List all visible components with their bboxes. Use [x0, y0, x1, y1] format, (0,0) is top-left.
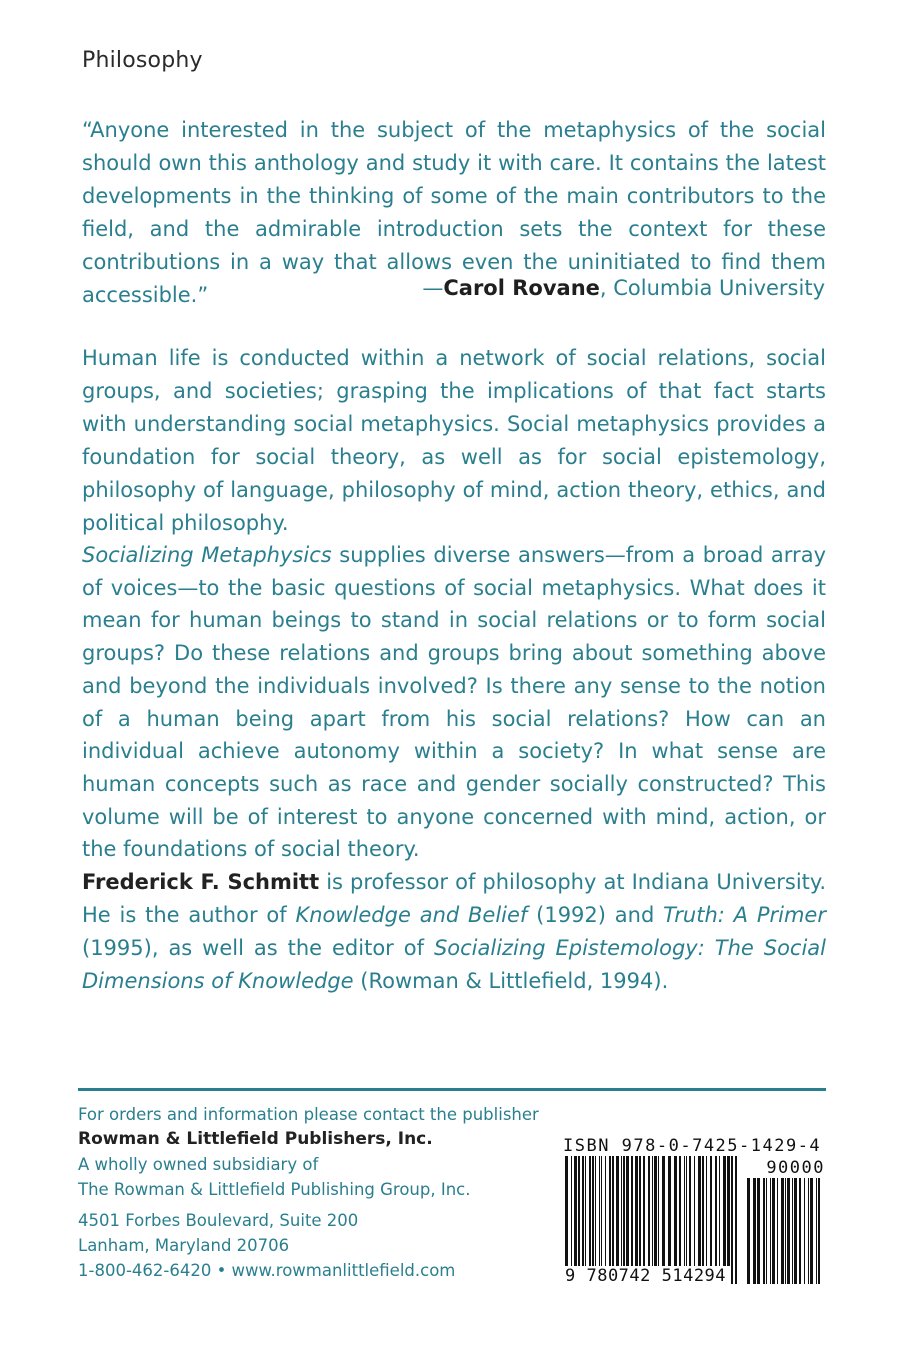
isbn-barcode: [563, 1136, 825, 1292]
ean-barcode-bars: [563, 1156, 741, 1284]
book-title: Socializing Metaphysics: [82, 543, 332, 567]
barcode-digits: 9 780742 514294: [565, 1266, 730, 1286]
price-code: 90000: [766, 1158, 825, 1178]
description-paragraph-1: Human life is conducted within a network of social relations, social groups, and societies; grasping the implications of that fact starts with understanding social metaphysics. Social metaphysics provides a foundation for social theory, as well as for social epistemology, philosophy of language, philosophy of mind, action theory, ethics, and political philosophy.: [82, 346, 826, 535]
price-barcode-bars: [745, 1178, 823, 1284]
endorsement-quote: “Anyone interested in the subject of the metaphysics of the social should own this anthology and study it with care. It contains the latest developments in the thinking of some of the main contributors to the field, and the admirable introduction sets the context for these contributions in a way that allows even the uninitiated to find them accessible.”: [82, 118, 826, 307]
publisher-subsidiary-1: A wholly owned subsidiary of: [78, 1155, 319, 1174]
bio-text-4: (Rowman & Littlefield, 1994).: [353, 969, 669, 993]
divider-rule: [78, 1088, 826, 1091]
bio-text-2: (1992) and: [527, 903, 664, 927]
attribution-author: Carol Rovane: [443, 276, 600, 300]
endorsement-attribution: [422, 276, 825, 300]
publisher-contact: 1-800-462-6420 • www.rowmanlittlefield.com: [78, 1261, 456, 1280]
publisher-subsidiary-2: The Rowman & Littlefield Publishing Group, Inc.: [78, 1180, 471, 1199]
publisher-block: [78, 1102, 548, 1283]
publisher-intro: For orders and information please contact the publisher: [78, 1105, 539, 1124]
category-label: Philosophy: [82, 48, 203, 73]
description-paragraph-2-text: supplies diverse answers—from a broad array of voices—to the basic questions of social metaphysics. What does it mean for human beings to stand in social relations or to form social groups? Do these relations and groups bring about something above and beyond the individuals involved? Is there any sense to the notion of a human being apart from his social relations? How can an individual achieve autonomy within a society? In what sense are human concepts such as race and gender socially constructed? This volume will be of interest to anyone concerned with mind, action, or the foundations of social theory.: [82, 543, 826, 862]
attribution-affiliation: , Columbia University: [599, 276, 825, 300]
bio-text-3: (1995), as well as the editor of: [82, 936, 434, 960]
publisher-name: Rowman & Littlefield Publishers, Inc.: [78, 1129, 433, 1149]
author-name: Frederick F. Schmitt: [82, 870, 320, 894]
bio-book-2: Truth: A Primer: [663, 903, 826, 927]
bio-book-3: Socializing Epistemology: The Social Dimensions of Knowledge: [82, 936, 826, 993]
author-bio: [82, 866, 826, 998]
bio-text-1: is professor of philosophy at Indiana University. He is the author of: [82, 870, 826, 927]
bio-book-1: Knowledge and Belief: [295, 903, 528, 927]
publisher-address-2: Lanham, Maryland 20706: [78, 1236, 290, 1255]
publisher-address-1: 4501 Forbes Boulevard, Suite 200: [78, 1211, 359, 1230]
attribution-dash: —: [422, 276, 444, 300]
description-paragraph-2: [82, 539, 826, 866]
isbn-number: ISBN 978-0-7425-1429-4: [563, 1136, 822, 1156]
